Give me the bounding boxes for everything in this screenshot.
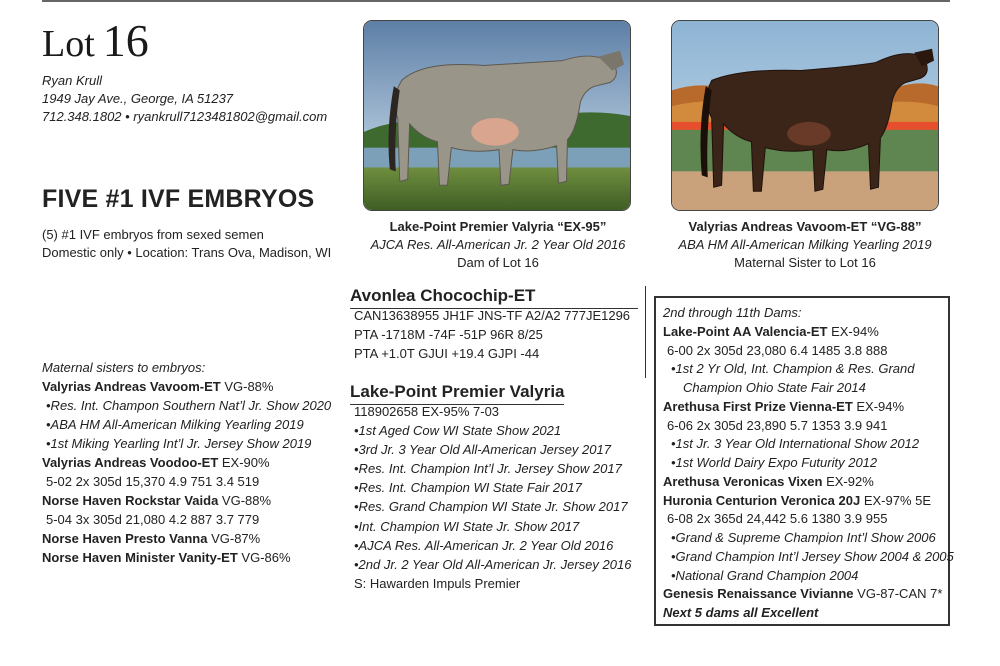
headline: FIVE #1 IVF EMBRYOS	[42, 185, 315, 213]
line-text: 5-02 2x 305d 15,370 4.9 751 3.4 519	[46, 474, 260, 489]
award-line	[663, 435, 942, 454]
classification-score: VG-87-CAN 7*	[857, 586, 943, 602]
line-text: •1st Aged Cow WI State Show 2021	[354, 423, 562, 439]
sire-divider	[645, 286, 646, 378]
sister-photo-relation: Maternal Sister to Lot 16	[734, 255, 876, 270]
embryo-info-line2: Domestic only • Location: Trans Ova, Madison, WI	[42, 245, 332, 260]
sister-photo-name: Valyrias Andreas Vavoom-ET “VG-88”	[688, 219, 922, 234]
consignor-contact	[42, 72, 327, 126]
classification-score: EX-94%	[856, 398, 905, 414]
lot-number: 16	[102, 15, 149, 66]
lot-title	[42, 14, 149, 67]
line-text: •1st 2 Yr Old, Int. Champion & Res. Grand	[671, 361, 915, 377]
classification-score: VG-88%	[221, 493, 272, 508]
sire-line: CAN13638955 JH1F JNS-TF A2/A2 777JE1296	[354, 308, 631, 323]
sire-line: PTA +1.0T GJUI +19.4 GJPI -44	[354, 346, 540, 361]
line-text: •AJCA Res. All-American Jr. 2 Year Old 2016	[354, 537, 614, 553]
animal-name-line	[42, 548, 331, 567]
line-text: Norse Haven Rockstar Vaida	[42, 493, 222, 508]
animal-name-line	[42, 529, 331, 548]
line-text: •Res. Int. Champon Southern Nat’l Jr. Show 2020	[46, 398, 332, 413]
line-text: •Res. Int. Champion WI State Fair 2017	[354, 480, 582, 496]
classification-score: EX-97% 5E	[863, 492, 932, 508]
dam-photo-caption	[348, 218, 648, 272]
award-line	[663, 379, 942, 398]
award-line	[42, 415, 331, 434]
line-text: Valyrias Andreas Vavoom-ET	[42, 379, 225, 394]
line-text: Champion Ohio State Fair 2014	[683, 380, 866, 395]
record-line	[663, 342, 942, 361]
sister-photo-image	[672, 21, 938, 210]
record-line	[42, 472, 331, 491]
line-text: •ABA HM All-American Milking Yearling 2019	[46, 417, 304, 432]
dam-section	[350, 382, 650, 591]
animal-name-line	[663, 492, 942, 511]
maternal-list	[42, 377, 331, 567]
award-line	[354, 497, 631, 516]
sister-photo-award: ABA HM All-American Milking Yearling 2019	[678, 237, 932, 252]
award-line	[42, 396, 331, 415]
award-line	[354, 517, 631, 536]
line-text: •1st Jr. 3 Year Old International Show 2012	[671, 436, 920, 452]
award-line	[354, 478, 631, 497]
line-text: •1st World Dairy Expo Futurity 2012	[671, 455, 878, 470]
line-text: 118902658 EX-95% 7-03	[354, 404, 500, 419]
line-text: Genesis Renaissance Vivianne	[663, 586, 858, 602]
classification-score: EX-92%	[826, 473, 874, 489]
record-line	[354, 402, 631, 421]
embryo-info-line1: (5) #1 IVF embryos from sexed semen	[42, 227, 264, 242]
sister-photo	[671, 20, 939, 211]
classification-score: EX-94%	[831, 323, 879, 339]
line-text: Arethusa First Prize Vienna-ET	[663, 398, 857, 414]
animal-name-line	[663, 323, 942, 342]
line-text: 2nd through 11th Dams:	[663, 305, 802, 320]
line-text: Lake-Point AA Valencia-ET	[663, 323, 832, 339]
sire-name: Avonlea Chocochip-ET	[350, 286, 536, 305]
consignor-phone-email: 712.348.1802 • ryankrull7123481802@gmail.com	[42, 109, 328, 124]
record-line	[42, 510, 331, 529]
animal-name-line	[42, 491, 331, 510]
top-rule	[42, 0, 950, 2]
pedigree-dams-list	[663, 304, 954, 623]
line-text: 6-06 2x 305d 23,890 5.7 1353 3.9 941	[667, 417, 888, 433]
classification-score: EX-90%	[221, 455, 270, 470]
award-line	[42, 434, 331, 453]
sire-info	[354, 306, 630, 363]
record-line	[354, 574, 631, 593]
animal-name-line	[663, 398, 942, 417]
award-line	[354, 555, 631, 574]
embryo-info	[42, 226, 331, 262]
animal-name-line	[42, 453, 331, 472]
award-line	[354, 459, 631, 478]
record-line	[663, 417, 942, 436]
award-line	[663, 567, 942, 586]
sire-line: PTA -1718M -74F -51P 96R 8/25	[354, 327, 543, 342]
line-text: Arethusa Veronicas Vixen	[663, 473, 827, 489]
note-line	[663, 604, 942, 623]
dam-info	[354, 402, 631, 593]
line-text: •Res. Int. Champion Int’l Jr. Jersey Show 2017	[354, 461, 622, 477]
line-text: Norse Haven Minister Vanity-ET	[42, 550, 242, 565]
classification-score: VG-88%	[224, 379, 274, 394]
line-text: •National Grand Champion 2004	[671, 567, 859, 583]
award-line	[354, 440, 631, 459]
award-line	[354, 536, 631, 555]
dam-photo-relation: Dam of Lot 16	[457, 255, 539, 270]
award-line	[663, 529, 942, 548]
award-line	[663, 548, 954, 567]
maternal-heading: Maternal sisters to embryos:	[42, 360, 206, 375]
line-text: 5-04 3x 305d 21,080 4.2 887 3.7 779	[46, 512, 260, 527]
animal-name-line	[663, 473, 942, 492]
line-text: •Res. Grand Champion WI State Jr. Show 2017	[354, 499, 628, 515]
lot-word: Lot	[42, 23, 95, 65]
dam-name: Lake-Point Premier Valyria	[350, 382, 565, 401]
line-text: •1st Miking Yearling Int’l Jr. Jersey Show 2019	[46, 436, 312, 451]
line-text: Valyrias Andreas Voodoo-ET	[42, 455, 222, 470]
line-text: S: Hawarden Impuls Premier	[354, 575, 521, 591]
line-text: 6-00 2x 305d 23,080 6.4 1485 3.8 888	[667, 342, 888, 358]
record-line	[663, 510, 942, 529]
sire-section	[350, 286, 638, 361]
dam-photo	[363, 20, 631, 211]
section-heading	[663, 304, 942, 323]
sister-photo-caption	[655, 218, 955, 272]
dam-photo-award: AJCA Res. All-American Jr. 2 Year Old 2016	[370, 237, 626, 252]
consignor-name: Ryan Krull	[42, 73, 102, 88]
line-text: •Grand Champion Int’l Jersey Show 2004 & 2005	[671, 548, 954, 564]
line-text: Next 5 dams all Excellent	[663, 605, 819, 620]
award-line	[663, 360, 942, 379]
animal-name-line	[42, 377, 331, 396]
line-text: Norse Haven Presto Vanna	[42, 531, 212, 546]
line-text: Huronia Centurion Veronica 20J	[663, 492, 864, 508]
classification-score: VG-86%	[241, 550, 291, 565]
line-text: •Grand & Supreme Champion Int’l Show 2006	[671, 530, 936, 545]
award-line	[663, 454, 942, 473]
dam-photo-name: Lake-Point Premier Valyria “EX-95”	[389, 219, 607, 234]
line-text: •3rd Jr. 3 Year Old All-American Jersey 2017	[354, 442, 611, 458]
award-line	[354, 421, 631, 440]
line-text: •2nd Jr. 2 Year Old All-American Jr. Jersey 2016	[354, 556, 632, 572]
line-text: •Int. Champion WI State Jr. Show 2017	[354, 518, 580, 534]
consignor-address: 1949 Jay Ave., George, IA 51237	[42, 91, 234, 106]
animal-name-line	[663, 585, 942, 604]
pedigree-dams-box	[654, 296, 954, 626]
line-text: 6-08 2x 365d 24,442 5.6 1380 3.9 955	[667, 511, 888, 527]
maternal-sisters-section	[42, 358, 331, 567]
classification-score: VG-87%	[211, 531, 261, 546]
dam-photo-image	[364, 21, 630, 210]
